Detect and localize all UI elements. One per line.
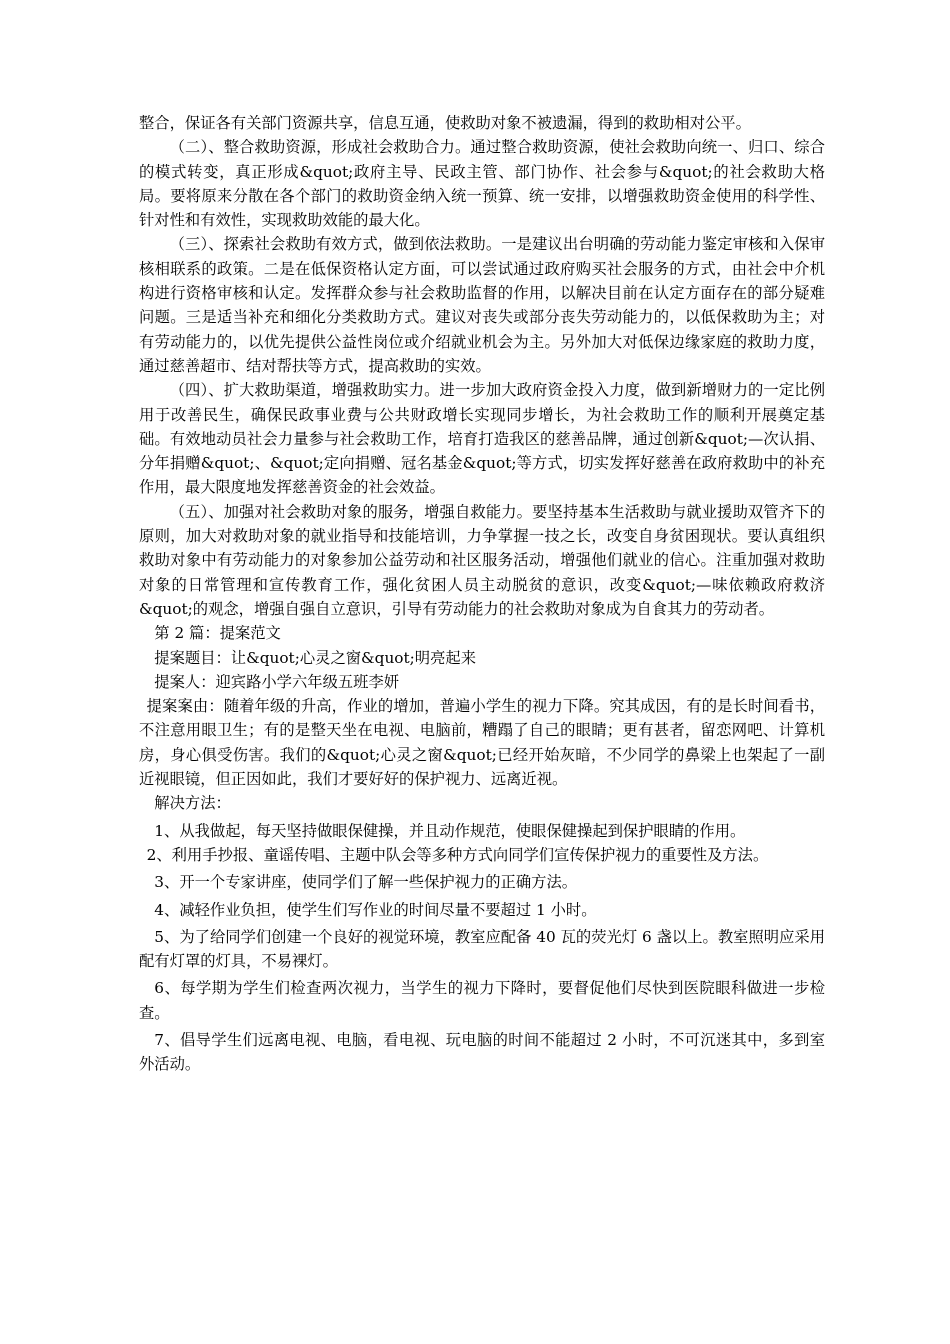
paragraph-1: 整合，保证各有关部门资源共享，信息互通，使救助对象不被遗漏，得到的救助相对公平。 [139,114,751,132]
proposal-reason: 提案案由：随着年级的升高，作业的增加，普遍小学生的视力下降。究其成因，有的是长时间看书，不注意用眼卫生；有的是整天坐在电视、电脑前，糟蹋了自己的眼睛；更有甚者，留恋网吧、计算机房，身心俱受伤害。我们的&quot;心灵之窗&quot;已经开始灰暗，不少同学的鼻梁上也架起了一副近视眼镜，但正因如此，我们才要好好的保护视力、远离近视。 [139,697,825,789]
solution-item-1: 1、从我做起，每天坚持做眼保健操，并且动作规范，使眼保健操起到保护眼睛的作用。 [154,821,746,840]
solution-item-7: 7、倡导学生们远离电视、电脑，看电视、玩电脑的时间不能超过 2 小时，不可沉迷其中，多到室外活动。 [139,1030,825,1074]
paragraph-4: （四）、扩大救助渠道，增强救助实力。进一步加大政府资金投入力度，做到新增财力的一定比例用于改善民生，确保民政事业费与公共财政增长实现同步增长，为社会救助工作的顺利开展奠定基础。有效地动员社会力量参与社会救助工作，培育打造我区的慈善品牌，通过创新&quot;—次认捐、分年捐赠&quot;、&quot;定向捐赠、冠名基金&quot;等方式，切实发挥好慈善在政府救助中的补充作用，最大限度地发挥慈善资金的社会效益。 [139,381,825,497]
solution-item-5: 5、为了给同学们创建一个良好的视觉环境，教室应配备 40 瓦的荧光灯 6 盏以上。教室照明应采用配有灯罩的灯具，不易裸灯。 [139,927,825,971]
proposal-author: 提案人：迎宾路小学六年级五班李妍 [154,672,400,691]
solutions-heading: 解决方法： [154,794,231,813]
paragraph-5: （五）、加强对社会救助对象的服务，增强自救能力。要坚持基本生活救助与就业援助双管齐下的原则，加大对救助对象的就业指导和技能培训，力争掌握一技之长，改变自身贫困现状。要认真组织救助对象中有劳动能力的对象参加公益劳动和社区服务活动，增强他们就业的信心。注重加强对救助对象的日常管理和宣传教育工作，强化贫困人员主动脱贫的意识，改变&quot;—味依赖政府救济&quot;的观念，增强自强自立意识，引导有劳动能力的社会救助对象成为自食其力的劳动者。 [139,502,825,618]
solution-item-6: 6、每学期为学生们检查两次视力，当学生的视力下降时，要督促他们尽快到医院眼科做进一步检查。 [139,979,825,1022]
proposal-title: 提案题目：让&quot;心灵之窗&quot;明亮起来 [154,648,476,667]
paragraph-3: （三）、探索社会救助有效方式，做到依法救助。一是建议出台明确的劳动能力鉴定审核和入保审核相联系的政策。二是在低保资格认定方面，可以尝试通过政府购买社会服务的方式，由社会中介机构进行资格审核和认定。发挥群众参与社会救助监督的作用，以解决目前在认定方面存在的部分疑难问题。三是适当补充和细化分类救助方式。建议对丧失或部分丧失劳动能力的，以低保救助为主；对有劳动能力的，以优先提供公益性岗位或介绍就业机会为主。另外加大对低保边缘家庭的救助力度，通过慈善超市、结对帮扶等方式，提高救助的实效。 [139,235,825,375]
paragraph-2: （二）、整合救助资源，形成社会救助合力。通过整合救助资源，使社会救助向统一、归口、综合的模式转变，真正形成&quot;政府主导、民政主管、部门协作、社会参与&quot;的社会救助大格局。要将原来分散在各个部门的救助资金纳入统一预算、统一安排，以增强救助资金使用的科学性、针对性和有效性，实现救助效能的最大化。 [139,138,825,230]
solution-item-4: 4、减轻作业负担，使学生们写作业的时间尽量不要超过 1 小时。 [154,900,597,919]
solution-item-2: 2、利用手抄报、童谣传唱、主题中队会等多种方式向同学们宣传保护视力的重要性及方法。 [146,845,769,864]
document-body [139,111,825,1077]
solution-item-3: 3、开一个专家讲座，使同学们了解一些保护视力的正确方法。 [154,873,578,892]
section-heading: 第 2 篇：提案范文 [154,624,281,643]
